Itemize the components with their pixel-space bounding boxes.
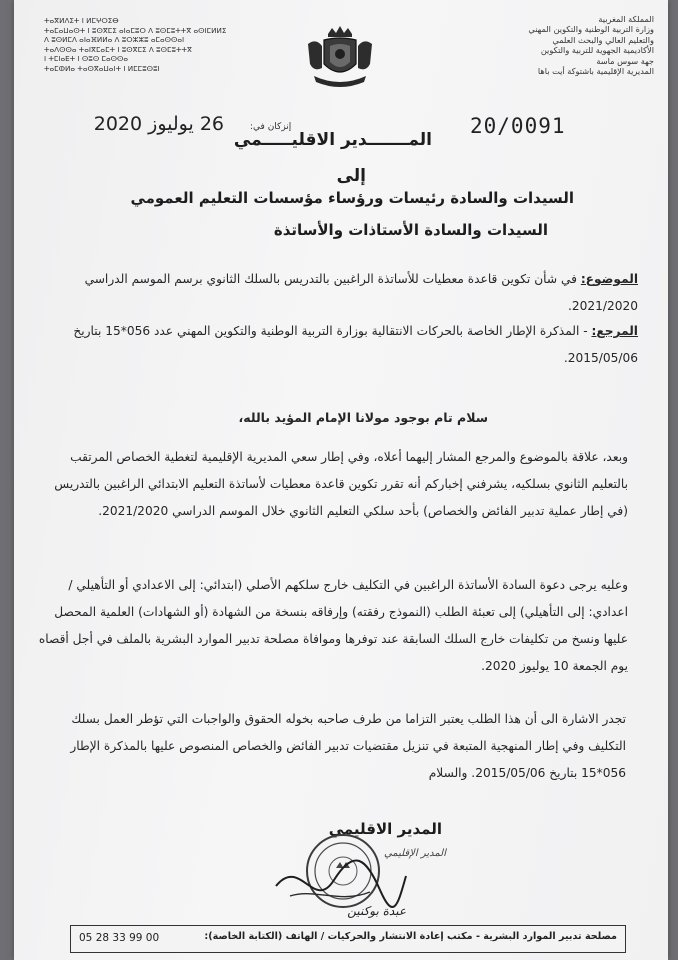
signature-title: المدير الاقليمي <box>328 820 442 838</box>
body-paragraph: وبعد، علاقة بالموضوع والمرجع المشار إليهما أعلاه، وفي إطار سعي المديرية الإقليمية لتغطية الخصاص المرتقب بالتعليم الثانوي بسلكيه، يشرفني إخباركم أنه تقرر تكوين قاعدة معطيات لأساتذة التعليم الابتدائي الراغبين بالتدريس (في إطار عملية تدبير الفائض والخصاص) بأحد سلكي التعليم الثانوي خلال الموسم الدراسي 2021/2020. <box>54 450 628 518</box>
header-arabic-line: الأكاديمية الجهوية للتربية والتكوين <box>540 45 654 56</box>
reference-text: - المذكرة الإطار الخاصة بالحركات الانتقالية بوزارة التربية الوطنية والتكوين المهني عدد 056*15 بتاريخ 2015/05/06. <box>73 324 638 365</box>
header-tifinagh-line: ⵏ ⵜⵎⵏⴰⴹⵜ ⵏ ⵙⵓⵙ ⵎⴰⵙⵙⴰ <box>44 54 129 64</box>
subject-line <box>36 266 638 320</box>
header-tifinagh-line: ⵜⴰⵎⴰⵡⴰⵙⵜ ⵏ ⵓⵙⴳⵎⵉ ⴰⵏⴰⵎⵓⵔ ⴷ ⵓⵙⵎⵓⵜⵜⴳ ⴰⵙⵏⵎⵍⵍⵉ <box>44 25 227 35</box>
coat-of-arms-icon <box>300 24 380 92</box>
footer-phone: 05 28 33 99 00 <box>79 932 160 944</box>
reference-line <box>36 318 638 372</box>
document-page <box>14 0 668 960</box>
header-tifinagh-block <box>44 16 254 74</box>
header-tifinagh-line: ⵜⴰⴳⵍⴷⵉⵜ ⵏ ⵍⵎⵖⵔⵉⴱ <box>44 16 119 25</box>
greeting: سلام تام بوجود مولانا الإمام المؤيد بالله، <box>238 410 488 425</box>
header-arabic-line: المديرية الإقليمية باشتوكة أيت باها <box>537 66 654 77</box>
footer-text: مصلحة تدبير الموارد البشرية - مكتب إعادة الانتشار والحركيات / الهاتف (الكتابة الخاصة): <box>204 931 617 942</box>
recipients-line-1: السيدات والسادة رئيسات ورؤساء مؤسسات التعليم العمومي <box>130 189 574 207</box>
body-paragraph: وعليه يرجى دعوة السادة الأساتذة الراغبين في التكليف خارج سلكهم الأصلي (ابتدائي: إلى الاعدادي أو التأهيلي / اعدادي: إلى التأهيلي) إلى تعبئة الطلب (النموذج رفقته) وإرفاقه بنسخة من الشهادة (أو الشهادات) العلمية المحصل عليها ونسخ من تكليفات خارج السلك السابقة عند توفرها وموافاة مصلحة تدبير الموارد البشرية بالملف في أجل أقصاه يوم الجمعة 10 يوليوز 2020. <box>38 578 628 673</box>
signatory-name: عبدة بوكنين <box>347 904 406 918</box>
header-tifinagh-line: ⴷ ⵓⵙⵍⵎⴷ ⴰⵏⴰⴼⵍⵍⴰ ⴷ ⵓⵔⵣⵣⵓ ⴰⵎⴰⵙⵙⴰⵏ <box>44 35 185 45</box>
header-arabic-block <box>454 14 654 76</box>
footer-box <box>70 925 626 953</box>
reference-label: المرجع: <box>591 324 638 338</box>
reference-number: 20/0091 <box>470 114 566 138</box>
to-label: إلى <box>336 166 366 186</box>
date-value: 26 يوليوز 2020 <box>93 113 224 135</box>
header-arabic-line: جهة سوس ماسة <box>596 55 654 66</box>
body-paragraph: تجدر الاشارة الى أن هذا الطلب يعتبر التزاما من طرف صاحبه بخوله الحقوق والواجبات التي تؤطر العمل بسلك التكليف وفي إطار المنهجية المتبعة في تنزيل مقتضيات تدبير الفائض والخصاص المنصوص عليها بالمذكرة الإطار 056*15 بتاريخ 2015/05/06. والسلام <box>70 712 626 780</box>
recipients-line-2: السيدات والسادة الأستاذات والأساتذة <box>273 221 548 239</box>
subject-text: في شأن تكوين قاعدة معطيات للأساتذة الراغبين بالتدريس بالسلك الثانوي برسم الموسم الدراسي 2021/2020. <box>84 272 638 313</box>
header-arabic-line: وزارة التربية الوطنية والتكوين المهني <box>528 24 654 35</box>
subject-label: الموضوع: <box>580 272 638 286</box>
header-tifinagh-line: ⵜⴰⴷⵙⵙⴰ ⵜⴰⵏⴳⵎⴰⵎⵜ ⵏ ⵓⵙⴳⵎⵉ ⴷ ⵓⵙⵎⵓⵜⵜⴳ <box>44 44 192 54</box>
header-tifinagh-line: ⵜⴰⵎⵀⵍⴰ ⵜⴰⵙⴳⴰⵡⴰⵏⵜ ⵏ ⵍⵎⵎⵓⵙⵓⵏ <box>44 63 160 73</box>
header-arabic-line: المملكة المغربية <box>598 14 654 24</box>
header-arabic-line: والتعليم العالي والبحث العلمي <box>552 34 654 45</box>
handwritten-title: المدير الإقليمي <box>383 848 446 859</box>
sender-title: المـــــــدير الاقليـــــمي <box>233 130 432 150</box>
date-label: إنزكان في: <box>250 122 292 132</box>
